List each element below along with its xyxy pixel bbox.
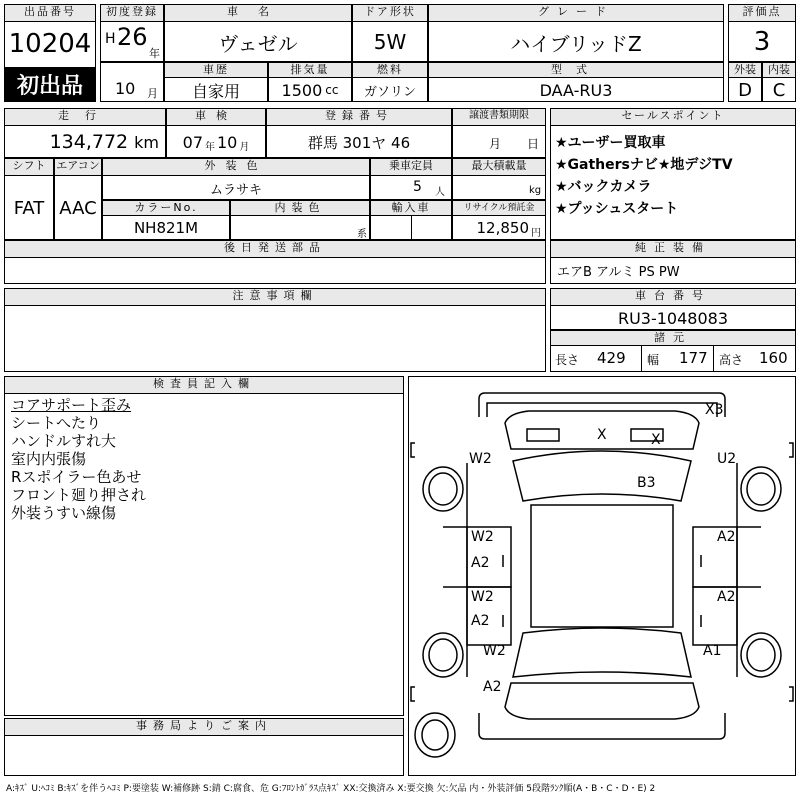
first-registration-label: 初度登録 xyxy=(101,5,163,22)
inspector-note: 室内内張傷 xyxy=(11,450,87,468)
aircon-type: AAC xyxy=(59,197,97,219)
transfer-day-unit: 日 xyxy=(527,137,540,151)
chassis-label: 車台番号 xyxy=(551,289,795,306)
model-label: 型式 xyxy=(429,63,723,78)
reg-year: 26 xyxy=(117,23,148,51)
inspector-box xyxy=(4,376,404,716)
interior-color-label: 内装色 xyxy=(231,201,369,216)
height: 160 xyxy=(759,349,788,367)
legend: A:ｷｽﾞ U:ﾍｺﾐ B:ｷｽﾞを伴うﾍｺﾐ P:要塗装 W:補修跡 S:錆 C:腐食、危 G:ﾌﾛﾝﾄｶﾞﾗｽ点ｷｽﾞ XX:交換済み X:要交換 欠:欠品 内・外装評価 5段階ﾗﾝｸ順(A・B・C・D・E) 2 xyxy=(6,784,656,794)
aircon-box xyxy=(54,158,102,240)
inspector-note: 外装うすい線傷 xyxy=(11,504,117,522)
car-name-box xyxy=(164,4,352,62)
inspection-label: 車検 xyxy=(167,109,265,126)
lot-label: 出品番号 xyxy=(5,5,95,22)
color-code-box xyxy=(102,200,230,240)
chassis-box xyxy=(550,288,796,330)
history: 自家用 xyxy=(191,81,240,101)
car-name-label: 車名 xyxy=(165,5,351,22)
mileage-box xyxy=(4,108,166,158)
seats-box xyxy=(370,158,452,200)
length: 429 xyxy=(597,349,626,367)
inspector-note: シートへたり xyxy=(11,414,102,432)
fuel-box xyxy=(352,62,428,102)
damage-mark: W2 xyxy=(471,589,494,605)
door-label: ドア形状 xyxy=(353,5,427,22)
reg-month-box xyxy=(100,62,164,102)
color-code: NH821M xyxy=(133,219,199,237)
recycle-box xyxy=(452,200,546,240)
plate-number: 群馬 301ヤ 46 xyxy=(307,133,411,152)
door-box xyxy=(352,4,428,62)
history-box xyxy=(164,62,268,102)
lot-box xyxy=(4,4,96,102)
inspection-year: 07 xyxy=(182,132,203,152)
height-label: 高さ xyxy=(719,353,744,367)
damage-mark: B3 xyxy=(637,475,656,491)
plate-label: 登録番号 xyxy=(267,109,451,126)
transfer-deadline-box xyxy=(452,108,546,158)
aircon-label: エアコン xyxy=(55,159,101,176)
score-label: 評価点 xyxy=(729,5,795,22)
damage-mark: W2 xyxy=(483,643,506,659)
damage-mark: A2 xyxy=(717,529,736,545)
car-diagram-box xyxy=(408,376,796,776)
fuel: ガソリン xyxy=(363,84,416,100)
sales-points-box xyxy=(550,108,796,240)
sales-point: ★ユーザー買取車 xyxy=(555,135,666,151)
equipment-box xyxy=(550,240,796,284)
color-code-label: カラーNo. xyxy=(103,201,229,216)
interior-color-box xyxy=(230,200,370,240)
era: H xyxy=(105,31,116,47)
first-registration-box xyxy=(100,4,164,62)
exterior-label: 外装 xyxy=(729,63,761,78)
inspector-note: ハンドルすれ大 xyxy=(11,432,117,450)
shift-label: シフト xyxy=(5,159,53,176)
equipment-list: エアB アルミ PS PW xyxy=(557,265,680,280)
equipment-label: 純正装備 xyxy=(551,241,795,258)
model-box xyxy=(428,62,724,102)
damage-mark: A1 xyxy=(703,643,722,659)
exterior-score-box xyxy=(728,62,762,102)
interior-score-box xyxy=(762,62,796,102)
later-parts-label: 後日発送部品 xyxy=(5,241,545,258)
mileage-unit: km xyxy=(134,132,159,152)
max-load-unit: kg xyxy=(529,185,542,196)
exterior-color: ムラサキ xyxy=(209,182,262,198)
grade-label: グレード xyxy=(429,5,723,22)
lot-number: 10204 xyxy=(8,29,92,59)
dims-label: 諸元 xyxy=(551,331,795,346)
width-label: 幅 xyxy=(647,353,660,367)
office-label: 事務局よりご案内 xyxy=(5,719,403,736)
import-label: 輸入車 xyxy=(371,201,451,216)
inspection-month: 10 xyxy=(217,132,238,152)
seats: 5 xyxy=(413,179,422,195)
interior-color-unit: 系 xyxy=(357,229,367,240)
score-box xyxy=(728,4,796,62)
width: 177 xyxy=(679,349,708,367)
grade: ハイブリッドZ xyxy=(510,31,642,56)
office-box xyxy=(4,718,404,776)
exterior-color-box xyxy=(102,158,370,200)
history-label: 車歴 xyxy=(165,63,267,78)
inspector-note: Rスポイラー色あせ xyxy=(11,468,142,486)
damage-mark: X3 xyxy=(705,402,724,418)
reg-month: 10 xyxy=(115,79,136,98)
sales-point: ★バックカメラ xyxy=(555,179,652,195)
reg-year-unit: 年 xyxy=(149,47,160,60)
damage-mark: A2 xyxy=(717,589,736,605)
displacement-box xyxy=(268,62,352,102)
car-name: ヴェゼル xyxy=(218,31,298,56)
first-listing-badge: 初出品 xyxy=(5,67,95,101)
seats-unit: 人 xyxy=(435,187,445,198)
inspection-month-unit: 月 xyxy=(239,141,250,153)
sales-point: ★Gathersナビ★地デジTV xyxy=(555,157,733,173)
import-box xyxy=(370,200,452,240)
inspector-label: 検査員記入欄 xyxy=(5,377,403,394)
damage-mark: A2 xyxy=(471,555,490,571)
shift-type: FAT xyxy=(13,197,45,219)
damage-mark: X xyxy=(651,432,661,448)
plate-box xyxy=(266,108,452,158)
sales-point: ★プッシュスタート xyxy=(555,201,679,217)
displacement-unit: cc xyxy=(325,83,339,97)
reg-month-unit: 月 xyxy=(147,87,158,100)
displacement: 1500 xyxy=(281,80,323,100)
damage-mark: W2 xyxy=(469,451,492,467)
inspection-year-unit: 年 xyxy=(205,141,215,153)
inspector-note: コアサポート歪み xyxy=(11,396,132,414)
sales-points-label: セールスポイント xyxy=(551,109,795,126)
mileage: 134,772 xyxy=(49,131,129,153)
shift-box xyxy=(4,158,54,240)
caution-label: 注意事項欄 xyxy=(5,289,545,306)
damage-mark: U2 xyxy=(717,451,737,467)
length-label: 長さ xyxy=(555,353,580,367)
displacement-label: 排気量 xyxy=(269,63,351,78)
seats-label: 乗車定員 xyxy=(371,159,451,176)
damage-mark: X xyxy=(597,427,607,443)
fuel-label: 燃料 xyxy=(353,63,427,78)
damage-mark: A2 xyxy=(483,679,502,695)
caution-box xyxy=(4,288,546,372)
interior-score: C xyxy=(772,79,786,101)
interior-label: 内装 xyxy=(763,63,795,78)
chassis-number: RU3-1048083 xyxy=(617,308,729,328)
exterior-score: D xyxy=(738,79,752,101)
max-load-label: 最大積載量 xyxy=(453,159,545,176)
car-diagram xyxy=(409,377,795,775)
mileage-label: 走行 xyxy=(5,109,165,126)
damage-mark: A2 xyxy=(471,613,490,629)
recycle-label: リサイクル預託金 xyxy=(453,201,545,216)
inspection-box xyxy=(166,108,266,158)
dims-box xyxy=(550,330,796,372)
score: 3 xyxy=(753,27,771,57)
max-load-box xyxy=(452,158,546,200)
recycle-unit: 円 xyxy=(531,227,541,239)
model-code: DAA-RU3 xyxy=(539,80,613,100)
grade-box xyxy=(428,4,724,62)
recycle-fee: 12,850 xyxy=(476,219,529,237)
transfer-month-unit: 月 xyxy=(489,137,502,151)
damage-mark: W2 xyxy=(471,529,494,545)
transfer-deadline-label: 譲渡書類期限 xyxy=(453,109,545,126)
exterior-color-label: 外装色 xyxy=(103,159,369,176)
inspector-note: フロント廻り押され xyxy=(11,486,147,504)
door-type: 5W xyxy=(373,30,407,54)
later-parts-box xyxy=(4,240,546,284)
